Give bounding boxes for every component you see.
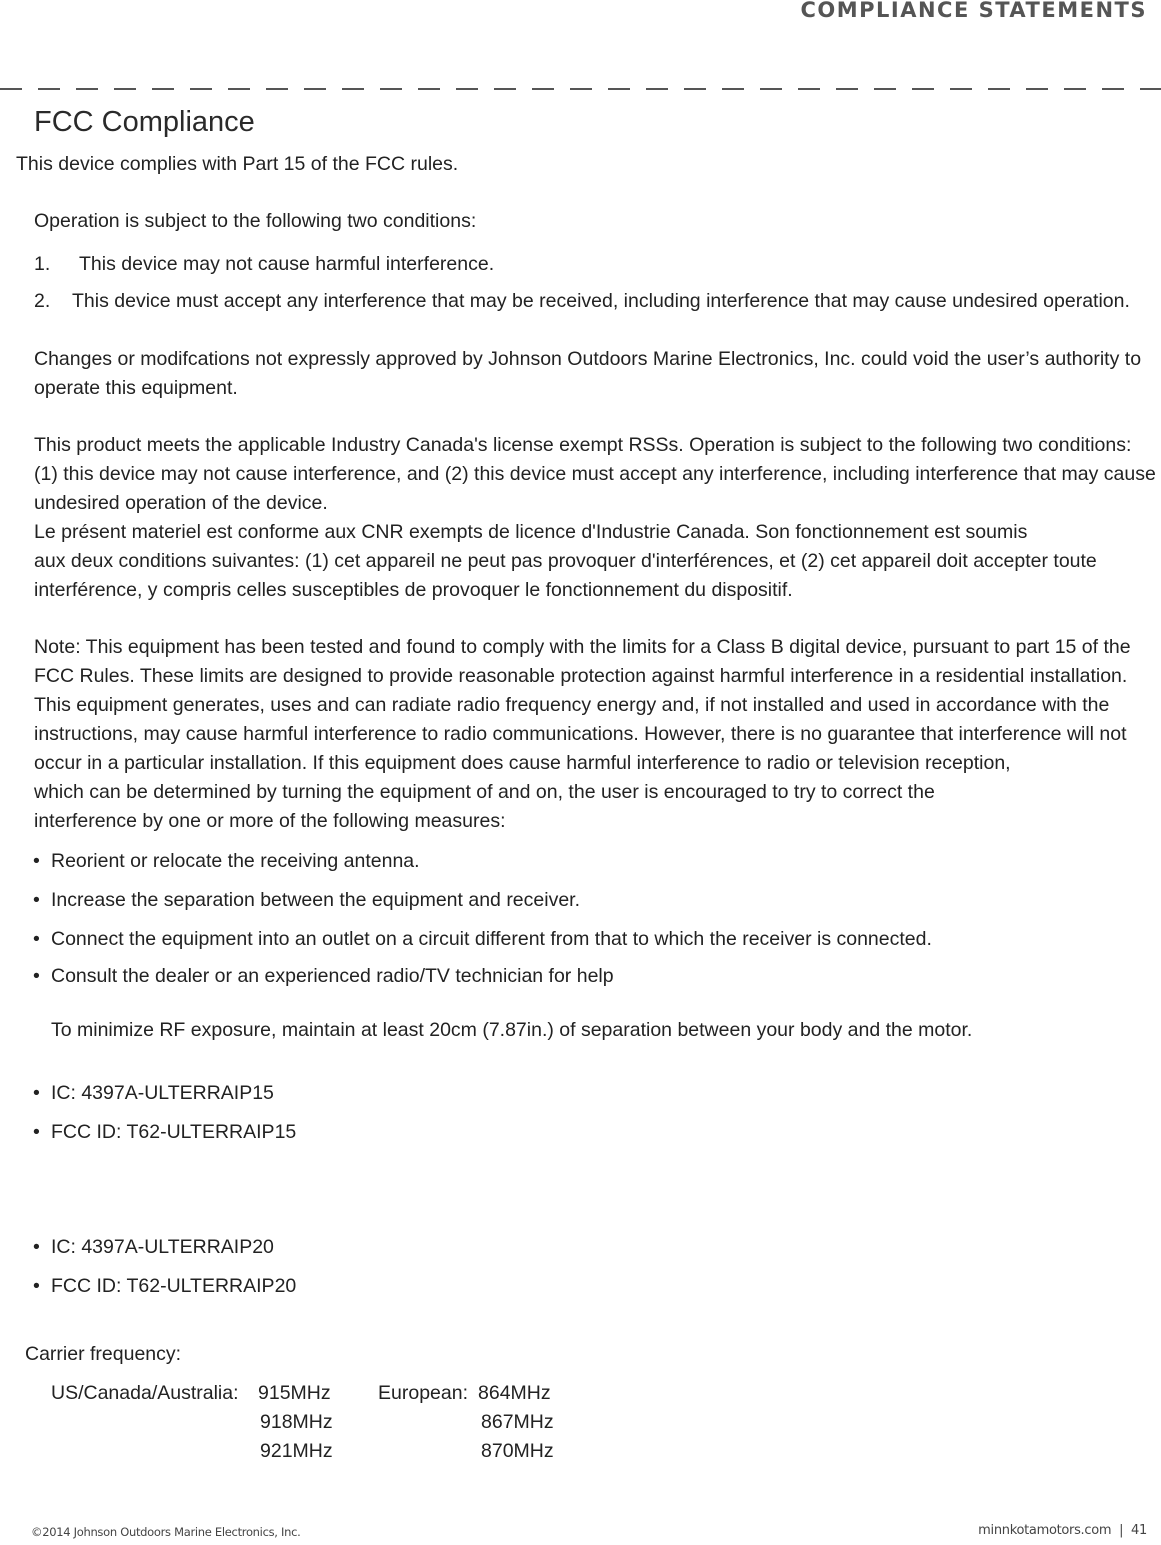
canada-line: aux deux conditions suivantes: (1) cet appareil ne peut pas provoquer d'interférences, et (2) cet appareil doit accepter toute: [34, 550, 1097, 572]
id-item: • FCC ID: T62-ULTERRAIP15: [51, 1121, 296, 1144]
canada-line: Le présent materiel est conforme aux CNR exempts de licence d'Industrie Canada. Son fonctionnement est soumis: [34, 521, 1028, 543]
note-line: occur in a particular installation. If this equipment does cause harmful interference to radio or television reception,: [34, 752, 1011, 774]
us-frequency: 915MHz: [258, 1382, 331, 1404]
canada-line: (1) this device may not cause interference, and (2) this device must accept any interference, including interference that may cause: [34, 463, 1156, 485]
note-line: This equipment generates, uses and can radiate radio frequency energy and, if not installed and used in accordance with the: [34, 694, 1110, 716]
measure-item: • Increase the separation between the equipment and receiver.: [51, 889, 580, 912]
rf-exposure-text: To minimize RF exposure, maintain at least 20cm (7.87in.) of separation between your body and the motor.: [51, 1019, 973, 1041]
id-item: • IC: 4397A-ULTERRAIP20: [51, 1236, 274, 1259]
measure-item: • Consult the dealer or an experienced radio/TV technician for help: [51, 965, 614, 988]
footer-website[interactable]: minnkotamotors.com: [978, 1523, 1112, 1538]
canada-line: interférence, y compris celles susceptibles de provoquer le fonctionnement du dispositif.: [34, 579, 793, 601]
carrier-label: Carrier frequency:: [25, 1343, 182, 1365]
measure-item: • Connect the equipment into an outlet on a circuit different from that to which the receiver is connected.: [51, 928, 932, 951]
conditions-intro: Operation is subject to the following two conditions:: [34, 210, 477, 232]
page-title: FCC Compliance: [34, 106, 255, 138]
changes-line: operate this equipment.: [34, 377, 238, 399]
page-number: 41: [1131, 1523, 1147, 1538]
changes-line: Changes or modifcations not expressly approved by Johnson Outdoors Marine Electronics, Inc. could void the user’s authority to: [34, 348, 1142, 370]
dashed-divider: [0, 88, 1161, 90]
id-item: • IC: 4397A-ULTERRAIP15: [51, 1082, 274, 1105]
intro-text: This device complies with Part 15 of the FCC rules.: [16, 153, 459, 175]
condition-text: This device must accept any interference that may be received, including interference that may cause undesired operation.: [72, 290, 1130, 312]
us-region-label: US/Canada/Australia:: [51, 1382, 239, 1404]
note-line: interference by one or more of the following measures:: [34, 810, 506, 832]
us-frequency: 921MHz: [260, 1440, 333, 1462]
footer-separator: |: [1119, 1523, 1124, 1538]
eu-frequency: 864MHz: [478, 1382, 551, 1404]
canada-line: This product meets the applicable Industry Canada's license exempt RSSs. Operation is subject to the following two conditions:: [34, 434, 1132, 456]
note-line: Note: This equipment has been tested and found to comply with the limits for a Class B digital device, pursuant to part 15 of the: [34, 636, 1131, 658]
condition-number: 2.: [34, 290, 51, 312]
section-header: COMPLIANCE STATEMENTS: [800, 0, 1147, 22]
canada-line: undesired operation of the device.: [34, 492, 328, 514]
eu-frequency: 867MHz: [481, 1411, 554, 1433]
us-frequency: 918MHz: [260, 1411, 333, 1433]
eu-frequency: 870MHz: [481, 1440, 554, 1462]
note-line: FCC Rules. These limits are designed to provide reasonable protection against harmful interference in a residential installation.: [34, 665, 1128, 687]
id-item: • FCC ID: T62-ULTERRAIP20: [51, 1275, 296, 1298]
footer-page-info: [978, 1523, 1147, 1538]
eu-region-label: European:: [378, 1382, 468, 1404]
measure-item: • Reorient or relocate the receiving antenna.: [51, 850, 420, 873]
footer-copyright: ©2014 Johnson Outdoors Marine Electronics, Inc.: [31, 1525, 301, 1539]
note-line: which can be determined by turning the equipment of and on, the user is encouraged to try to correct the: [34, 781, 935, 803]
condition-number: 1.: [34, 253, 51, 275]
note-line: instructions, may cause harmful interference to radio communications. However, there is no guarantee that interference will not: [34, 723, 1127, 745]
condition-text: This device may not cause harmful interference.: [79, 253, 495, 275]
